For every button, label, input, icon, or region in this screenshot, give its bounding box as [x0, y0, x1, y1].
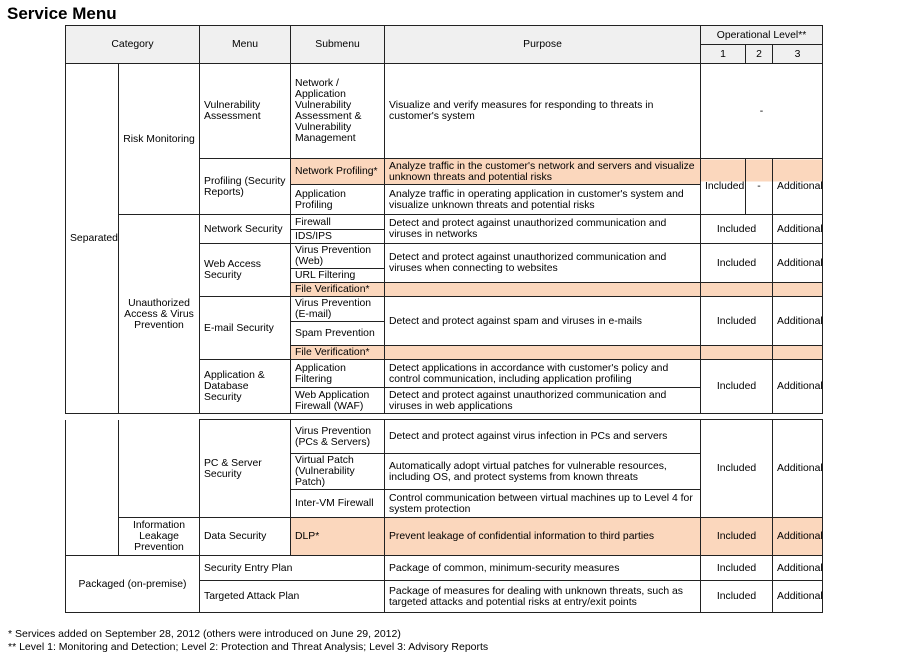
submenu-application-filtering: Application Filtering [291, 360, 385, 388]
targeted-plan-level-3: Additional [773, 581, 823, 613]
profiling-level-3: Additional [773, 159, 823, 215]
purpose-dlp: Prevent leakage of confidential information to third parties [385, 518, 701, 556]
submenu-firewall: Firewall [291, 215, 385, 230]
submenu-file-verification-web: File Verification* [291, 283, 385, 297]
submenu-virus-prevention-email: Virus Prevention (E-mail) [291, 297, 385, 322]
submenu-application-profiling: Application Profiling [291, 185, 385, 215]
app-db-level-12: Included [701, 360, 773, 414]
purpose-vulnerability: Visualize and verify measures for responding to threats in customer's system [385, 64, 701, 159]
web-access-level-3: Additional [773, 244, 823, 283]
submenu-ids-ips: IDS/IPS [291, 230, 385, 244]
header-level-1: 1 [701, 45, 746, 64]
file-verification-web-level-12 [701, 283, 773, 297]
file-verification-web-level-3 [773, 283, 823, 297]
header-level-3: 3 [773, 45, 823, 64]
service-menu-table [65, 25, 823, 414]
profiling-level-1: Included [701, 159, 746, 215]
submenu-virus-prevention-web: Virus Prevention (Web) [291, 244, 385, 269]
submenu-virus-prevention-pc: Virus Prevention (PCs & Servers) [291, 420, 385, 454]
menu-pc-server-security: PC & Server Security [200, 420, 291, 518]
header-purpose: Purpose [385, 26, 701, 64]
submenu-spam-prevention: Spam Prevention [291, 322, 385, 346]
purpose-web-access: Detect and protect against unauthorized communication and viruses when connecting to websites [385, 244, 701, 283]
purpose-targeted-attack-plan: Package of measures for dealing with unknown threats, such as targeted attacks and potential risks at entry/exit points [385, 581, 701, 613]
submenu-dlp: DLP* [291, 518, 385, 556]
pc-server-level-12: Included [701, 420, 773, 518]
submenu-virtual-patch: Virtual Patch (Vulnerability Patch) [291, 454, 385, 490]
submenu-url-filtering: URL Filtering [291, 269, 385, 283]
header-category: Category [66, 26, 200, 64]
file-verification-email-level-3 [773, 346, 823, 360]
service-menu-table-lower [65, 419, 823, 613]
header-operational-level: Operational Level** [701, 26, 823, 45]
submenu-vulnerability: Network / Application Vulnerability Assessment & Vulnerability Management [291, 64, 385, 159]
footnote-services-added: * Services added on September 28, 2012 (others were introduced on June 29, 2012) [8, 628, 401, 640]
footnote-levels: ** Level 1: Monitoring and Detection; Level 2: Protection and Threat Analysis; Level 3: Advisory Reports [8, 641, 489, 653]
purpose-file-verification-web [385, 283, 701, 297]
menu-targeted-attack-plan: Targeted Attack Plan [200, 581, 385, 613]
network-security-level-12: Included [701, 215, 773, 244]
file-verification-email-level-12 [701, 346, 773, 360]
menu-profiling: Profiling (Security Reports) [200, 159, 291, 215]
submenu-file-verification-email: File Verification* [291, 346, 385, 360]
category-information-leakage: Information Leakage Prevention [119, 518, 200, 556]
menu-application-database-security: Application & Database Security [200, 360, 291, 414]
purpose-network-profiling: Analyze traffic in the customer's network and servers and visualize unknown threats and potential risks [385, 159, 701, 185]
purpose-email: Detect and protect against spam and viruses in e-mails [385, 297, 701, 346]
entry-plan-level-12: Included [701, 556, 773, 581]
web-access-level-12: Included [701, 244, 773, 283]
category-separated: Separated [66, 64, 119, 414]
menu-email-security: E-mail Security [200, 297, 291, 360]
purpose-application-profiling: Analyze traffic in operating application in customer's system and visualize unknown threats and potential risks [385, 185, 701, 215]
footnotes [8, 628, 488, 654]
menu-network-security: Network Security [200, 215, 291, 244]
category-risk-monitoring: Risk Monitoring [119, 64, 200, 215]
header-menu: Menu [200, 26, 291, 64]
purpose-virtual-patch: Automatically adopt virtual patches for vulnerable resources, including OS, and protect systems from known threats [385, 454, 701, 490]
submenu-network-profiling: Network Profiling* [291, 159, 385, 185]
pc-server-level-3: Additional [773, 420, 823, 518]
level-vulnerability: - [701, 64, 823, 159]
data-security-level-12: Included [701, 518, 773, 556]
purpose-waf: Detect and protect against unauthorized communication and viruses in web applications [385, 388, 701, 414]
menu-web-access-security: Web Access Security [200, 244, 291, 297]
purpose-network-security: Detect and protect against unauthorized communication and viruses in networks [385, 215, 701, 244]
data-security-level-3: Additional [773, 518, 823, 556]
header-submenu: Submenu [291, 26, 385, 64]
app-db-level-3: Additional [773, 360, 823, 414]
email-level-12: Included [701, 297, 773, 346]
purpose-file-verification-email [385, 346, 701, 360]
entry-plan-level-3: Additional [773, 556, 823, 581]
submenu-waf: Web Application Firewall (WAF) [291, 388, 385, 414]
category-unauthorized-continued [119, 420, 200, 518]
purpose-virus-prevention-pc: Detect and protect against virus infection in PCs and servers [385, 420, 701, 454]
category-separated-continued [66, 420, 119, 556]
page-title: Service Menu [7, 4, 117, 23]
category-packaged: Packaged (on-premise) [66, 556, 200, 613]
header-level-2: 2 [746, 45, 773, 64]
category-unauthorized-access: Unauthorized Access & Virus Prevention [119, 215, 200, 414]
network-security-level-3: Additional [773, 215, 823, 244]
menu-security-entry-plan: Security Entry Plan [200, 556, 385, 581]
purpose-application-filtering: Detect applications in accordance with customer's policy and control communication, including application profiling [385, 360, 701, 388]
menu-data-security: Data Security [200, 518, 291, 556]
email-level-3: Additional [773, 297, 823, 346]
menu-vulnerability-assessment: Vulnerability Assessment [200, 64, 291, 159]
targeted-plan-level-12: Included [701, 581, 773, 613]
purpose-inter-vm-firewall: Control communication between virtual machines up to Level 4 for system protection [385, 490, 701, 518]
profiling-level-2: - [746, 159, 773, 215]
purpose-security-entry-plan: Package of common, minimum-security measures [385, 556, 701, 581]
submenu-inter-vm-firewall: Inter-VM Firewall [291, 490, 385, 518]
